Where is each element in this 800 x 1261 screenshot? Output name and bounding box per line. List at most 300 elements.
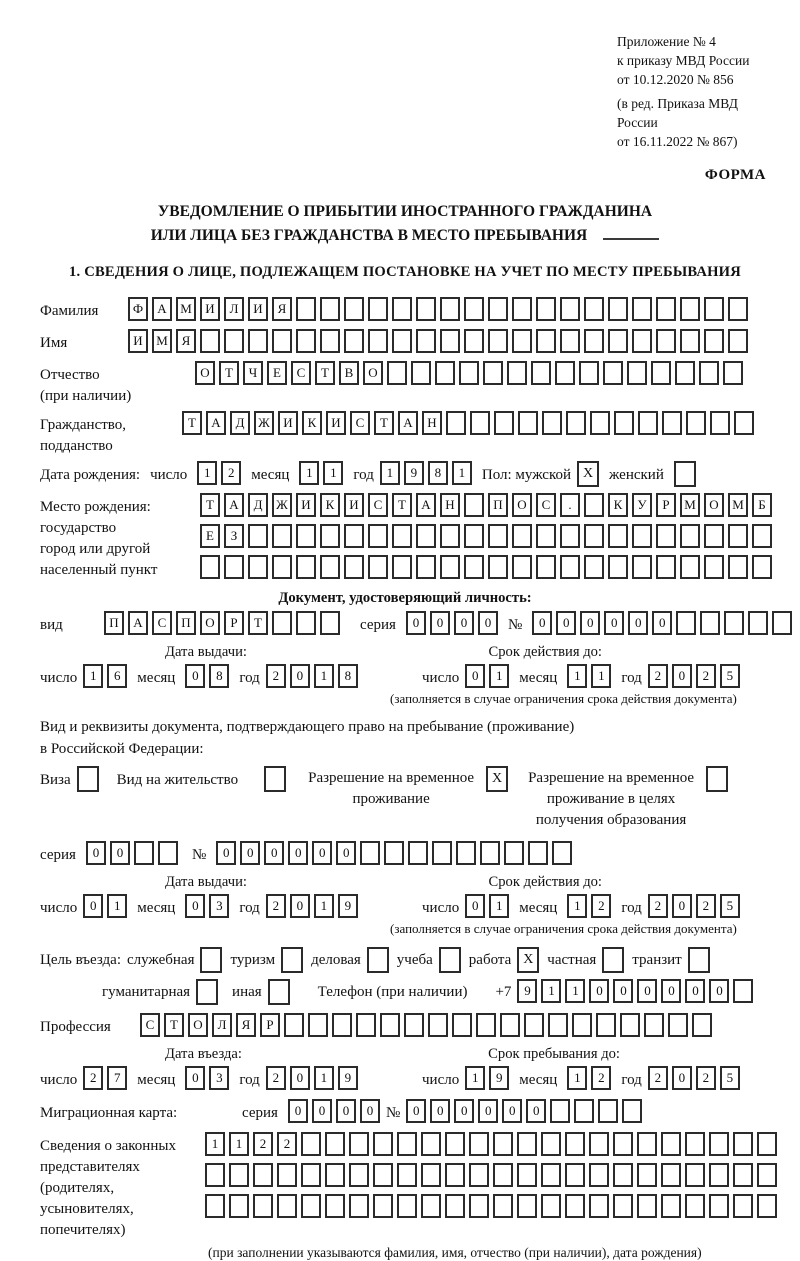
birthplace-char-cell[interactable] — [704, 555, 724, 579]
birthplace-char-cell[interactable] — [248, 524, 268, 548]
birthplace-char-cell[interactable] — [272, 524, 292, 548]
representative-char-cell[interactable] — [397, 1194, 417, 1218]
rvp-number-cell[interactable] — [480, 841, 500, 865]
profession-char-cell[interactable] — [524, 1013, 544, 1037]
representative-char-cell[interactable] — [301, 1163, 321, 1187]
birthplace-char-cell[interactable] — [632, 524, 652, 548]
surname-char-cell[interactable] — [512, 297, 532, 321]
representative-char-cell[interactable] — [685, 1194, 705, 1218]
representative-char-cell[interactable] — [421, 1132, 441, 1156]
passport-issue-year-cell[interactable]: 8 — [338, 664, 358, 688]
entry-year-cell[interactable]: 2 — [266, 1066, 286, 1090]
name-char-cell[interactable] — [272, 329, 292, 353]
stay-day-cell[interactable]: 9 — [489, 1066, 509, 1090]
birthplace-char-cell[interactable]: О — [704, 493, 724, 517]
representative-char-cell[interactable] — [325, 1132, 345, 1156]
rvp-valid-day-cell[interactable]: 0 — [465, 894, 485, 918]
passport-issue-year-cell[interactable]: 0 — [290, 664, 310, 688]
representative-char-cell[interactable] — [301, 1194, 321, 1218]
doc-type-char-cell[interactable]: С — [152, 611, 172, 635]
rvp-series-cell[interactable]: 0 — [110, 841, 130, 865]
name-char-cell[interactable] — [608, 329, 628, 353]
passport-valid-month-cell[interactable]: 1 — [591, 664, 611, 688]
representative-char-cell[interactable] — [373, 1163, 393, 1187]
doc-type-char-cell[interactable]: П — [104, 611, 124, 635]
patronymic-char-cell[interactable] — [387, 361, 407, 385]
patronymic-char-cell[interactable] — [531, 361, 551, 385]
birthplace-char-cell[interactable] — [416, 524, 436, 548]
citizenship-char-cell[interactable] — [662, 411, 682, 435]
rvp-number-cell[interactable] — [552, 841, 572, 865]
phone-digit-cell[interactable]: 0 — [613, 979, 633, 1003]
patronymic-char-cell[interactable] — [507, 361, 527, 385]
birthplace-char-cell[interactable] — [464, 555, 484, 579]
passport-valid-year-cell[interactable]: 2 — [648, 664, 668, 688]
surname-char-cell[interactable]: Я — [272, 297, 292, 321]
name-char-cell[interactable] — [632, 329, 652, 353]
representative-char-cell[interactable] — [493, 1194, 513, 1218]
phone-digit-cell[interactable]: 0 — [661, 979, 681, 1003]
citizenship-char-cell[interactable] — [542, 411, 562, 435]
passport-number-cell[interactable]: 0 — [604, 611, 624, 635]
patronymic-char-cell[interactable]: Е — [267, 361, 287, 385]
birthplace-char-cell[interactable]: А — [416, 493, 436, 517]
migration-number-cell[interactable]: 0 — [406, 1099, 426, 1123]
surname-char-cell[interactable] — [488, 297, 508, 321]
rvp-number-cell[interactable]: 0 — [312, 841, 332, 865]
rvp-series-cell[interactable] — [158, 841, 178, 865]
birth-year-cell[interactable]: 8 — [428, 461, 448, 485]
birthplace-char-cell[interactable] — [440, 555, 460, 579]
patronymic-char-cell[interactable] — [699, 361, 719, 385]
birthplace-char-cell[interactable]: М — [680, 493, 700, 517]
citizenship-char-cell[interactable] — [734, 411, 754, 435]
rvp-issue-year-cell[interactable]: 0 — [290, 894, 310, 918]
birthplace-char-cell[interactable]: К — [608, 493, 628, 517]
phone-digit-cell[interactable]: 1 — [541, 979, 561, 1003]
surname-char-cell[interactable] — [464, 297, 484, 321]
birthplace-char-cell[interactable] — [536, 555, 556, 579]
doc-type-char-cell[interactable]: Т — [248, 611, 268, 635]
profession-char-cell[interactable] — [548, 1013, 568, 1037]
profession-char-cell[interactable] — [572, 1013, 592, 1037]
profession-char-cell[interactable]: Л — [212, 1013, 232, 1037]
name-char-cell[interactable]: М — [152, 329, 172, 353]
representative-char-cell[interactable] — [613, 1132, 633, 1156]
representative-char-cell[interactable] — [589, 1132, 609, 1156]
doc-type-char-cell[interactable]: П — [176, 611, 196, 635]
birthplace-char-cell[interactable] — [248, 555, 268, 579]
birthplace-char-cell[interactable]: Б — [752, 493, 772, 517]
name-char-cell[interactable] — [728, 329, 748, 353]
representative-char-cell[interactable] — [469, 1163, 489, 1187]
representative-char-cell[interactable] — [277, 1194, 297, 1218]
rvp-number-cell[interactable] — [456, 841, 476, 865]
profession-char-cell[interactable] — [452, 1013, 472, 1037]
name-char-cell[interactable] — [416, 329, 436, 353]
rvp-number-cell[interactable]: 0 — [288, 841, 308, 865]
profession-char-cell[interactable] — [620, 1013, 640, 1037]
representative-char-cell[interactable] — [493, 1132, 513, 1156]
birth-year-cell[interactable]: 1 — [380, 461, 400, 485]
rvp-number-cell[interactable] — [504, 841, 524, 865]
representative-char-cell[interactable] — [565, 1163, 585, 1187]
representative-char-cell[interactable] — [589, 1163, 609, 1187]
representative-char-cell[interactable] — [685, 1163, 705, 1187]
residence-permit-checkbox[interactable] — [264, 766, 286, 792]
phone-digit-cell[interactable]: 1 — [565, 979, 585, 1003]
phone-digit-cell[interactable]: 0 — [637, 979, 657, 1003]
passport-number-cell[interactable] — [724, 611, 744, 635]
birthplace-char-cell[interactable] — [560, 524, 580, 548]
rvp-number-cell[interactable] — [360, 841, 380, 865]
profession-char-cell[interactable] — [404, 1013, 424, 1037]
profession-char-cell[interactable] — [284, 1013, 304, 1037]
name-char-cell[interactable] — [512, 329, 532, 353]
representative-char-cell[interactable] — [325, 1163, 345, 1187]
citizenship-char-cell[interactable]: А — [398, 411, 418, 435]
birthplace-char-cell[interactable] — [584, 524, 604, 548]
passport-series-cell[interactable]: 0 — [406, 611, 426, 635]
name-char-cell[interactable] — [320, 329, 340, 353]
rvp-series-cell[interactable] — [134, 841, 154, 865]
representative-char-cell[interactable] — [229, 1194, 249, 1218]
birthplace-char-cell[interactable] — [440, 524, 460, 548]
representative-char-cell[interactable]: 2 — [277, 1132, 297, 1156]
passport-issue-day-cell[interactable]: 6 — [107, 664, 127, 688]
entry-day-cell[interactable]: 2 — [83, 1066, 103, 1090]
representative-char-cell[interactable] — [205, 1194, 225, 1218]
birthplace-char-cell[interactable]: П — [488, 493, 508, 517]
surname-char-cell[interactable] — [632, 297, 652, 321]
citizenship-char-cell[interactable]: И — [326, 411, 346, 435]
sex-male-checkbox[interactable]: X — [577, 461, 599, 487]
representative-char-cell[interactable] — [757, 1163, 777, 1187]
representative-char-cell[interactable] — [709, 1163, 729, 1187]
representative-char-cell[interactable] — [637, 1132, 657, 1156]
profession-char-cell[interactable]: Я — [236, 1013, 256, 1037]
rvp-series-cell[interactable]: 0 — [86, 841, 106, 865]
rvp-number-cell[interactable]: 0 — [240, 841, 260, 865]
name-char-cell[interactable] — [224, 329, 244, 353]
surname-char-cell[interactable]: И — [248, 297, 268, 321]
patronymic-char-cell[interactable]: О — [195, 361, 215, 385]
representative-char-cell[interactable] — [469, 1132, 489, 1156]
patronymic-char-cell[interactable] — [435, 361, 455, 385]
profession-char-cell[interactable]: Т — [164, 1013, 184, 1037]
name-char-cell[interactable] — [488, 329, 508, 353]
patronymic-char-cell[interactable] — [411, 361, 431, 385]
representative-char-cell[interactable] — [349, 1132, 369, 1156]
passport-series-cell[interactable]: 0 — [454, 611, 474, 635]
citizenship-char-cell[interactable] — [446, 411, 466, 435]
representative-char-cell[interactable] — [277, 1163, 297, 1187]
phone-digit-cell[interactable] — [733, 979, 753, 1003]
representative-char-cell[interactable] — [613, 1163, 633, 1187]
name-char-cell[interactable]: Я — [176, 329, 196, 353]
representative-char-cell[interactable] — [373, 1194, 393, 1218]
patronymic-char-cell[interactable]: Ч — [243, 361, 263, 385]
name-char-cell[interactable] — [704, 329, 724, 353]
birthplace-char-cell[interactable]: А — [224, 493, 244, 517]
surname-char-cell[interactable] — [320, 297, 340, 321]
representative-char-cell[interactable] — [445, 1163, 465, 1187]
citizenship-char-cell[interactable]: Д — [230, 411, 250, 435]
birthplace-char-cell[interactable] — [392, 524, 412, 548]
purpose-work-checkbox[interactable]: X — [517, 947, 539, 973]
purpose-study-checkbox[interactable] — [439, 947, 461, 973]
name-char-cell[interactable] — [344, 329, 364, 353]
citizenship-char-cell[interactable] — [614, 411, 634, 435]
patronymic-char-cell[interactable]: С — [291, 361, 311, 385]
rvp-valid-year-cell[interactable]: 2 — [696, 894, 716, 918]
representative-char-cell[interactable] — [661, 1132, 681, 1156]
surname-char-cell[interactable] — [728, 297, 748, 321]
purpose-humanitarian-checkbox[interactable] — [196, 979, 218, 1005]
surname-char-cell[interactable] — [344, 297, 364, 321]
representative-char-cell[interactable] — [733, 1132, 753, 1156]
rvp-issue-year-cell[interactable]: 9 — [338, 894, 358, 918]
birthplace-char-cell[interactable]: М — [728, 493, 748, 517]
passport-series-cell[interactable]: 0 — [430, 611, 450, 635]
stay-year-cell[interactable]: 2 — [696, 1066, 716, 1090]
birthplace-char-cell[interactable]: Т — [200, 493, 220, 517]
passport-issue-month-cell[interactable]: 0 — [185, 664, 205, 688]
representative-char-cell[interactable] — [637, 1194, 657, 1218]
citizenship-char-cell[interactable] — [494, 411, 514, 435]
name-char-cell[interactable] — [296, 329, 316, 353]
representative-char-cell[interactable] — [589, 1194, 609, 1218]
patronymic-char-cell[interactable] — [555, 361, 575, 385]
birthplace-char-cell[interactable] — [536, 524, 556, 548]
representative-char-cell[interactable] — [661, 1194, 681, 1218]
doc-type-char-cell[interactable] — [296, 611, 316, 635]
patronymic-char-cell[interactable] — [579, 361, 599, 385]
rvp-valid-day-cell[interactable]: 1 — [489, 894, 509, 918]
representative-char-cell[interactable] — [541, 1194, 561, 1218]
surname-char-cell[interactable]: И — [200, 297, 220, 321]
birthplace-char-cell[interactable] — [608, 555, 628, 579]
migration-series-cell[interactable]: 0 — [336, 1099, 356, 1123]
representative-char-cell[interactable] — [493, 1163, 513, 1187]
birthplace-char-cell[interactable] — [200, 555, 220, 579]
passport-number-cell[interactable]: 0 — [652, 611, 672, 635]
birthplace-char-cell[interactable] — [752, 524, 772, 548]
rvp-number-cell[interactable] — [432, 841, 452, 865]
rvp-valid-year-cell[interactable]: 2 — [648, 894, 668, 918]
birthplace-char-cell[interactable] — [320, 524, 340, 548]
birthplace-char-cell[interactable]: И — [344, 493, 364, 517]
representative-char-cell[interactable] — [709, 1194, 729, 1218]
rvp-issue-month-cell[interactable]: 3 — [209, 894, 229, 918]
citizenship-char-cell[interactable] — [590, 411, 610, 435]
birthplace-char-cell[interactable] — [680, 555, 700, 579]
name-char-cell[interactable] — [536, 329, 556, 353]
passport-valid-day-cell[interactable]: 0 — [465, 664, 485, 688]
rvp-issue-month-cell[interactable]: 0 — [185, 894, 205, 918]
entry-year-cell[interactable]: 1 — [314, 1066, 334, 1090]
patronymic-char-cell[interactable] — [459, 361, 479, 385]
name-char-cell[interactable] — [248, 329, 268, 353]
passport-number-cell[interactable] — [748, 611, 768, 635]
surname-char-cell[interactable] — [584, 297, 604, 321]
profession-char-cell[interactable]: О — [188, 1013, 208, 1037]
birth-month-cell[interactable]: 1 — [299, 461, 319, 485]
visa-checkbox[interactable] — [77, 766, 99, 792]
birthplace-char-cell[interactable] — [728, 524, 748, 548]
surname-char-cell[interactable]: Ф — [128, 297, 148, 321]
purpose-business-checkbox[interactable] — [200, 947, 222, 973]
birth-year-cell[interactable]: 1 — [452, 461, 472, 485]
profession-char-cell[interactable] — [308, 1013, 328, 1037]
birthplace-char-cell[interactable]: С — [368, 493, 388, 517]
representative-char-cell[interactable] — [253, 1163, 273, 1187]
representative-char-cell[interactable] — [637, 1163, 657, 1187]
birthplace-char-cell[interactable]: Е — [200, 524, 220, 548]
stay-month-cell[interactable]: 1 — [567, 1066, 587, 1090]
doc-type-char-cell[interactable] — [272, 611, 292, 635]
rvp-issue-day-cell[interactable]: 0 — [83, 894, 103, 918]
name-char-cell[interactable]: И — [128, 329, 148, 353]
entry-day-cell[interactable]: 7 — [107, 1066, 127, 1090]
entry-year-cell[interactable]: 0 — [290, 1066, 310, 1090]
citizenship-char-cell[interactable] — [470, 411, 490, 435]
purpose-other-checkbox[interactable] — [268, 979, 290, 1005]
passport-valid-year-cell[interactable]: 2 — [696, 664, 716, 688]
citizenship-char-cell[interactable]: Т — [374, 411, 394, 435]
birthplace-char-cell[interactable] — [704, 524, 724, 548]
stay-year-cell[interactable]: 0 — [672, 1066, 692, 1090]
rvp-valid-year-cell[interactable]: 0 — [672, 894, 692, 918]
birthplace-char-cell[interactable] — [224, 555, 244, 579]
birth-day-cell[interactable]: 2 — [221, 461, 241, 485]
profession-char-cell[interactable]: Р — [260, 1013, 280, 1037]
birthplace-char-cell[interactable] — [656, 524, 676, 548]
representative-char-cell[interactable] — [517, 1194, 537, 1218]
migration-number-cell[interactable]: 0 — [502, 1099, 522, 1123]
birthplace-char-cell[interactable]: З — [224, 524, 244, 548]
migration-series-cell[interactable]: 0 — [312, 1099, 332, 1123]
representative-char-cell[interactable] — [733, 1163, 753, 1187]
birthplace-char-cell[interactable]: О — [512, 493, 532, 517]
birthplace-char-cell[interactable] — [680, 524, 700, 548]
rvp-issue-year-cell[interactable]: 2 — [266, 894, 286, 918]
entry-year-cell[interactable]: 9 — [338, 1066, 358, 1090]
birthplace-char-cell[interactable] — [464, 524, 484, 548]
migration-number-cell[interactable]: 0 — [454, 1099, 474, 1123]
patronymic-char-cell[interactable] — [627, 361, 647, 385]
representative-char-cell[interactable] — [469, 1194, 489, 1218]
patronymic-char-cell[interactable] — [483, 361, 503, 385]
birthplace-char-cell[interactable] — [656, 555, 676, 579]
surname-char-cell[interactable] — [656, 297, 676, 321]
passport-issue-day-cell[interactable]: 1 — [83, 664, 103, 688]
citizenship-char-cell[interactable]: А — [206, 411, 226, 435]
representative-char-cell[interactable] — [253, 1194, 273, 1218]
birthplace-char-cell[interactable] — [488, 524, 508, 548]
migration-number-cell[interactable]: 0 — [478, 1099, 498, 1123]
birthplace-char-cell[interactable] — [296, 524, 316, 548]
passport-valid-day-cell[interactable]: 1 — [489, 664, 509, 688]
birthplace-char-cell[interactable]: С — [536, 493, 556, 517]
representative-char-cell[interactable] — [397, 1132, 417, 1156]
migration-series-cell[interactable]: 0 — [360, 1099, 380, 1123]
profession-char-cell[interactable] — [428, 1013, 448, 1037]
birthplace-char-cell[interactable] — [368, 555, 388, 579]
representative-char-cell[interactable] — [397, 1163, 417, 1187]
patronymic-char-cell[interactable] — [723, 361, 743, 385]
representative-char-cell[interactable] — [205, 1163, 225, 1187]
surname-char-cell[interactable]: А — [152, 297, 172, 321]
purpose-private-checkbox[interactable] — [602, 947, 624, 973]
entry-month-cell[interactable]: 3 — [209, 1066, 229, 1090]
birthplace-char-cell[interactable] — [488, 555, 508, 579]
doc-type-char-cell[interactable]: Р — [224, 611, 244, 635]
representative-char-cell[interactable] — [541, 1163, 561, 1187]
representative-char-cell[interactable] — [349, 1163, 369, 1187]
passport-valid-year-cell[interactable]: 5 — [720, 664, 740, 688]
stay-year-cell[interactable]: 5 — [720, 1066, 740, 1090]
name-char-cell[interactable] — [584, 329, 604, 353]
representative-char-cell[interactable] — [661, 1163, 681, 1187]
rvp-issue-year-cell[interactable]: 1 — [314, 894, 334, 918]
representative-char-cell[interactable] — [301, 1132, 321, 1156]
citizenship-char-cell[interactable]: И — [278, 411, 298, 435]
passport-number-cell[interactable]: 0 — [580, 611, 600, 635]
surname-char-cell[interactable] — [608, 297, 628, 321]
name-char-cell[interactable] — [464, 329, 484, 353]
rvp-number-cell[interactable] — [408, 841, 428, 865]
citizenship-char-cell[interactable] — [518, 411, 538, 435]
profession-char-cell[interactable] — [500, 1013, 520, 1037]
representative-char-cell[interactable]: 2 — [253, 1132, 273, 1156]
phone-digit-cell[interactable]: 9 — [517, 979, 537, 1003]
doc-type-char-cell[interactable] — [320, 611, 340, 635]
representative-char-cell[interactable] — [613, 1194, 633, 1218]
migration-number-cell[interactable]: 0 — [430, 1099, 450, 1123]
patronymic-char-cell[interactable]: О — [363, 361, 383, 385]
profession-char-cell[interactable]: С — [140, 1013, 160, 1037]
surname-char-cell[interactable]: Л — [224, 297, 244, 321]
rvp-issue-day-cell[interactable]: 1 — [107, 894, 127, 918]
patronymic-char-cell[interactable] — [603, 361, 623, 385]
phone-digit-cell[interactable]: 0 — [709, 979, 729, 1003]
birthplace-char-cell[interactable] — [320, 555, 340, 579]
birth-day-cell[interactable]: 1 — [197, 461, 217, 485]
representative-char-cell[interactable]: 1 — [205, 1132, 225, 1156]
birthplace-char-cell[interactable] — [728, 555, 748, 579]
stay-day-cell[interactable]: 1 — [465, 1066, 485, 1090]
name-char-cell[interactable] — [392, 329, 412, 353]
stay-month-cell[interactable]: 2 — [591, 1066, 611, 1090]
birthplace-char-cell[interactable] — [272, 555, 292, 579]
representative-char-cell[interactable] — [349, 1194, 369, 1218]
birthplace-char-cell[interactable]: К — [320, 493, 340, 517]
name-char-cell[interactable] — [440, 329, 460, 353]
entry-month-cell[interactable]: 0 — [185, 1066, 205, 1090]
passport-valid-year-cell[interactable]: 0 — [672, 664, 692, 688]
representative-char-cell[interactable] — [445, 1132, 465, 1156]
title-blank-line[interactable] — [603, 225, 659, 240]
representative-char-cell[interactable] — [421, 1163, 441, 1187]
surname-char-cell[interactable] — [680, 297, 700, 321]
migration-number-cell[interactable]: 0 — [526, 1099, 546, 1123]
profession-char-cell[interactable] — [356, 1013, 376, 1037]
surname-char-cell[interactable] — [704, 297, 724, 321]
name-char-cell[interactable] — [368, 329, 388, 353]
profession-char-cell[interactable] — [644, 1013, 664, 1037]
profession-char-cell[interactable] — [476, 1013, 496, 1037]
